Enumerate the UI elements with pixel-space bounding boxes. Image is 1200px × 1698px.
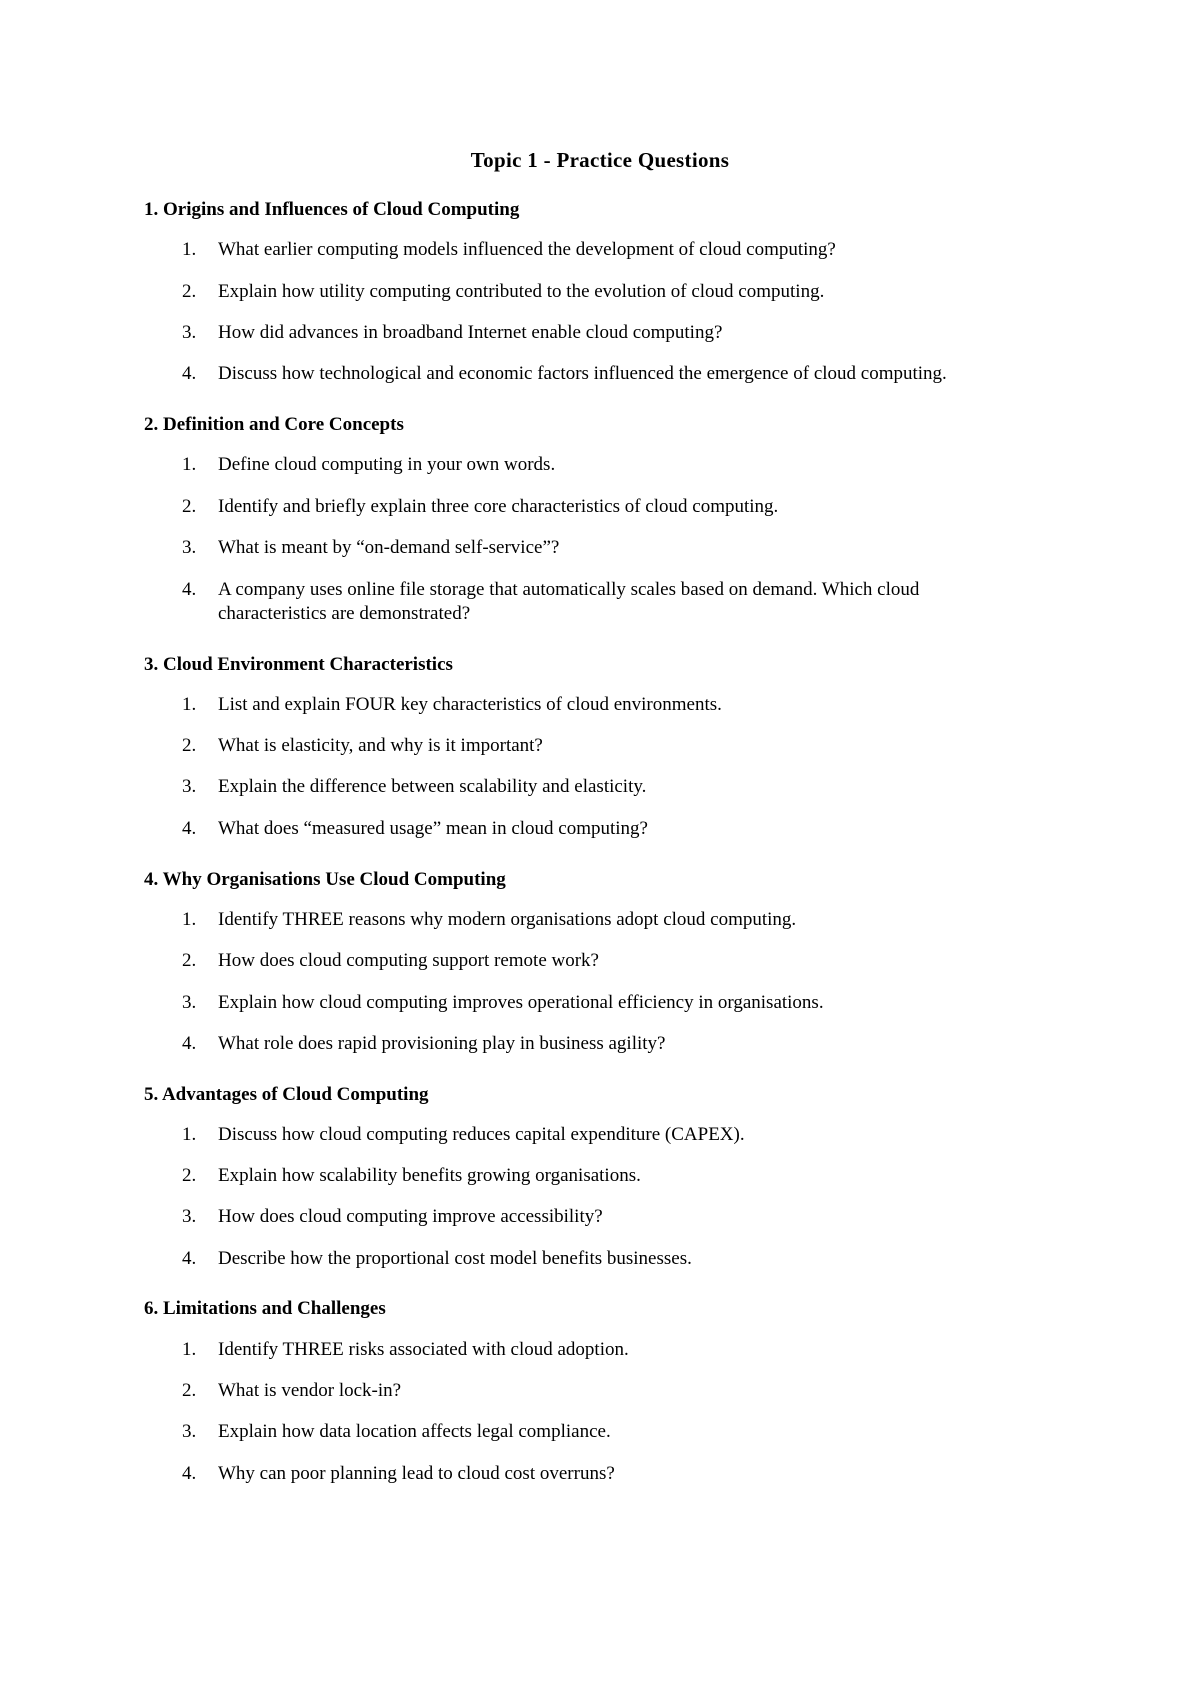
question-number: 2. [182,950,197,971]
question-text: How does cloud computing support remote work? [218,950,599,971]
question-text: Explain the difference between scalability and elasticity. [218,776,647,797]
section-heading: 4. Why Organisations Use Cloud Computing [144,869,506,890]
question-text: What is meant by “on-demand self-service”? [218,537,560,558]
section-heading: 6. Limitations and Challenges [144,1298,386,1319]
question-text: Explain how scalability benefits growing organisations. [218,1165,641,1186]
question-text: Identify THREE reasons why modern organisations adopt cloud computing. [218,909,797,930]
section-heading: 5. Advantages of Cloud Computing [144,1084,429,1105]
question-number: 3. [182,776,197,797]
question-text: What does “measured usage” mean in cloud computing? [218,818,648,839]
question-number: 1. [182,239,197,260]
question-number: 2. [182,1165,197,1186]
page-title: Topic 1 - Practice Questions [470,148,730,172]
question-text: Explain how utility computing contributed to the evolution of cloud computing. [218,281,825,302]
question-text: How did advances in broadband Internet enable cloud computing? [218,322,723,343]
question-text: Describe how the proportional cost model benefits businesses. [218,1248,692,1269]
question-number: 3. [182,322,197,343]
question-text: A company uses online file storage that automatically scales based on demand. Which cloud characteristics are demonstrated? [218,579,920,624]
question-text: List and explain FOUR key characteristics of cloud environments. [218,694,722,715]
question-text: Identify THREE risks associated with cloud adoption. [218,1339,629,1360]
question-text: Why can poor planning lead to cloud cost overruns? [218,1463,615,1484]
question-number: 3. [182,1421,197,1442]
question-text: How does cloud computing improve accessibility? [218,1206,603,1227]
question-text: What is vendor lock-in? [218,1380,402,1401]
question-number: 4. [182,1033,197,1054]
question-number: 3. [182,537,197,558]
question-number: 3. [182,1206,197,1227]
question-number: 1. [182,694,197,715]
question-text: Discuss how cloud computing reduces capital expenditure (CAPEX). [218,1124,745,1145]
question-number: 1. [182,454,197,475]
question-number: 3. [182,992,197,1013]
question-text: Explain how cloud computing improves operational efficiency in organisations. [218,992,824,1013]
question-text: Identify and briefly explain three core characteristics of cloud computing. [218,496,779,517]
question-number: 4. [182,1248,197,1269]
section-heading: 1. Origins and Influences of Cloud Computing [144,199,520,220]
question-number: 1. [182,1339,197,1360]
question-text: What earlier computing models influenced the development of cloud computing? [218,239,836,260]
question-text: Discuss how technological and economic factors influenced the emergence of cloud computing. [218,363,947,384]
question-number: 1. [182,909,197,930]
question-number: 4. [182,363,197,384]
question-number: 1. [182,1124,197,1145]
question-number: 4. [182,579,197,600]
question-text: What role does rapid provisioning play in business agility? [218,1033,666,1054]
question-text: What is elasticity, and why is it important? [218,735,543,756]
section-heading: 2. Definition and Core Concepts [144,414,404,435]
question-number: 4. [182,1463,197,1484]
question-number: 2. [182,496,197,517]
question-number: 2. [182,735,197,756]
section-heading: 3. Cloud Environment Characteristics [144,654,453,675]
question-text: Explain how data location affects legal compliance. [218,1421,611,1442]
question-number: 2. [182,1380,197,1401]
question-text: Define cloud computing in your own words. [218,454,556,475]
question-number: 4. [182,818,197,839]
question-number: 2. [182,281,197,302]
